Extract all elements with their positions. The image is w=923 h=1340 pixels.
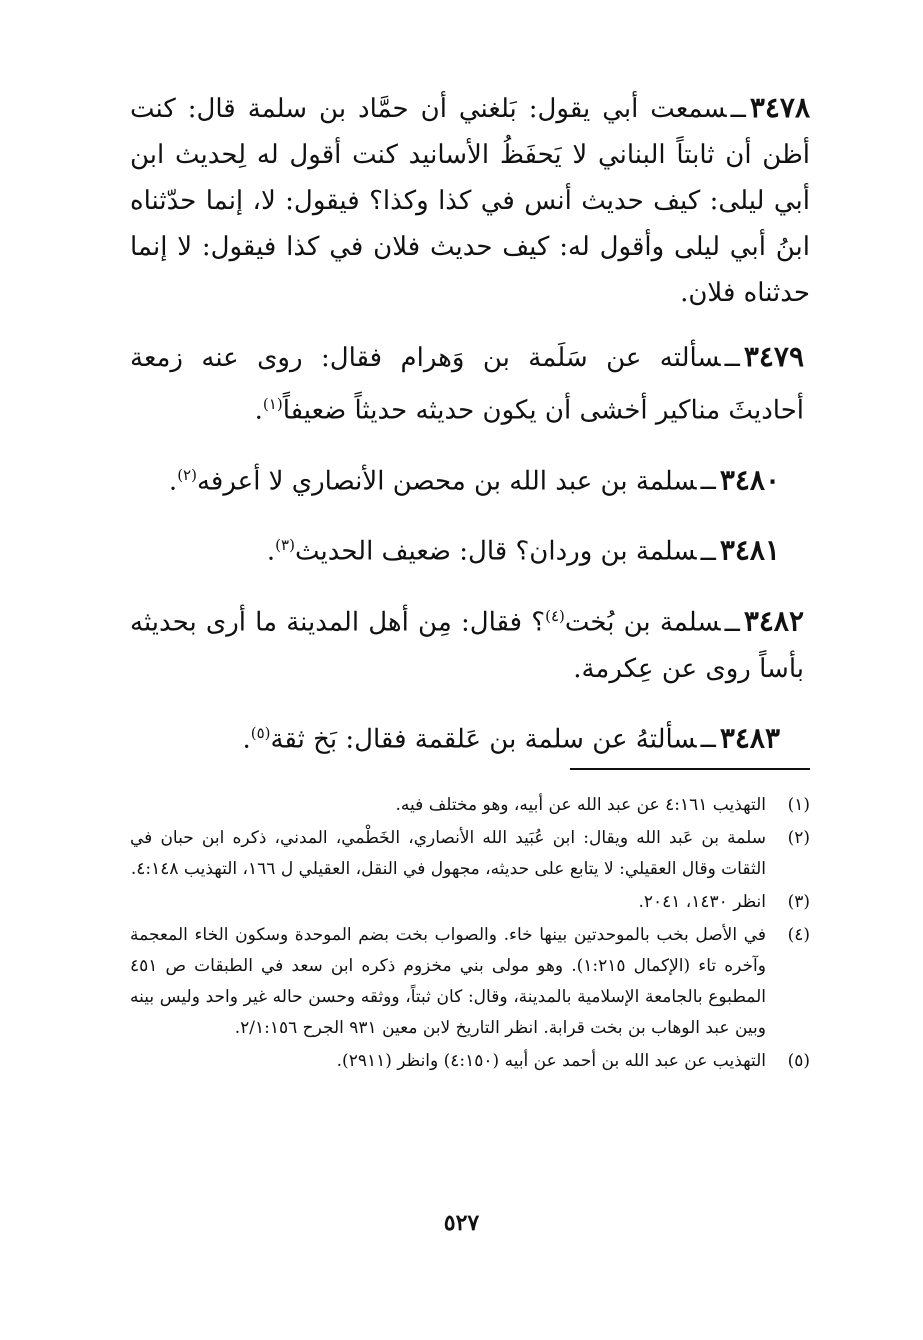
footnote-mark: (٢) [787,828,810,848]
entry-number: ٣٤٨٣ [719,721,780,755]
footnote-text: سلمة بن عَبد الله ويقال: ابن عُبَيد الله الأنصاري، الخَطْمي، المدني، ذكره ابن حبان في الثقات وقال العقيلي: لا يتابع على حديثه، مجهول في النقل، العقيلي ل ١٦٦، التهذيب ٤:١٤٨. [130,828,766,879]
main-text [130,85,810,780]
footnote-1 [130,790,810,821]
entry-tail: . [168,466,178,497]
footnote-mark: (٣) [787,892,810,912]
footnote-ref: (٢) [177,465,197,484]
entry-text: سألته عن سَلَمة بن وَهرام فقال: روى عنه زمعة أحاديثَ مناكير أخشى أن يكون حديثه حديثاً ضعيفاً [130,343,804,426]
footnote-separator [570,768,810,770]
entry-text: سلمة بن بُخت [564,607,721,638]
footnote-text: التهذيب عن عبد الله بن أحمد عن أبيه (٤:١٥٠) وانظر (٢٩١١). [336,1051,766,1071]
entry-3480 [130,452,810,505]
footnote-5 [130,1046,810,1077]
entry-tail: ؟ فقال: مِن أهل المدينة ما أرى بحديثه بأساً روى عن عِكرمة. [130,607,804,684]
entry-dash: ــ [730,94,746,124]
footnote-text: انظر ١٤٣٠، ٢٠٤١. [638,892,766,912]
footnote-mark: (٤) [787,925,810,945]
entry-3481 [130,522,810,575]
entry-dash: ــ [700,466,716,497]
entry-dash: ــ [724,607,740,638]
entry-dash: ــ [700,724,716,755]
entry-tail: . [266,536,276,567]
footnote-mark: (١) [787,795,810,815]
page-number: ٥٢٧ [443,1210,480,1236]
entry-number: ٣٤٧٨ [749,91,810,124]
entry-number: ٣٤٧٩ [743,340,804,373]
footnote-ref: (١) [262,395,283,413]
entry-dash: ــ [724,343,740,373]
entry-tail: . [242,724,251,755]
entry-text: سألتهُ عن سلمة بن عَلقمة فقال: بَخ ثقة [270,724,697,755]
footnote-4 [130,920,810,1044]
entry-dash: ــ [700,536,716,567]
footnote-ref: (٤) [545,606,565,625]
footnote-3 [130,887,810,918]
entry-tail: . [254,395,263,426]
footnote-ref: (٣) [275,536,295,555]
entry-number: ٣٤٨١ [719,533,780,567]
entry-3482 [130,593,810,692]
footnote-mark: (٥) [787,1051,810,1071]
entry-text: سمعت أبي يقول: بَلغني أن حمَّاد بن سلمة قال: كنت أظن أن ثابتاً البناني لا يَحفَظُ الأسانيد كنت أقول له لِحديث ابن أبي ليلى: كيف حديث أنس في كذا وكذا؟ فيقول: لا، إنما حدّثناه ابنُ أبي ليلى وأقول له: كيف حديث فلان في كذا فيقول: لا إنما حدثناه فلان. [130,94,810,308]
entry-text: سلمة بن وردان؟ قال: ضعيف الحديث [294,536,697,567]
entry-text: سلمة بن عبد الله بن محصن الأنصاري لا أعرفه [196,466,697,497]
footnote-text: التهذيب ٤:١٦١ عن عبد الله عن أبيه، وهو مختلف فيه. [395,795,766,815]
entry-3483 [130,710,810,763]
entry-number: ٣٤٨٢ [743,604,804,638]
entry-3479 [130,334,810,434]
entry-number: ٣٤٨٠ [719,463,780,497]
footnote-ref: (٥) [250,723,271,742]
footnote-2 [130,823,810,885]
footnote-text: في الأصل بخب بالموحدتين بينها خاء. والصواب بخت بضم الموحدة وسكون الخاء المعجمة وآخره تاء (الإكمال ١:٢١٥). وهو مولى بني مخزوم ذكره ابن سعد في الطبقات ص ٤٥١ المطبوع بالجامعة الإسلامية بالمدينة، وقال: كان ثبتاً، ووثقه وحسن حاله غير واحد وليس بينه وبين عبد الوهاب بن بخت قرابة. انظر التاريخ لابن معين ٩٣١ الجرح ٢/١:١٥٦. [130,925,766,1038]
footnotes [130,790,810,1079]
entry-3478 [130,85,810,316]
